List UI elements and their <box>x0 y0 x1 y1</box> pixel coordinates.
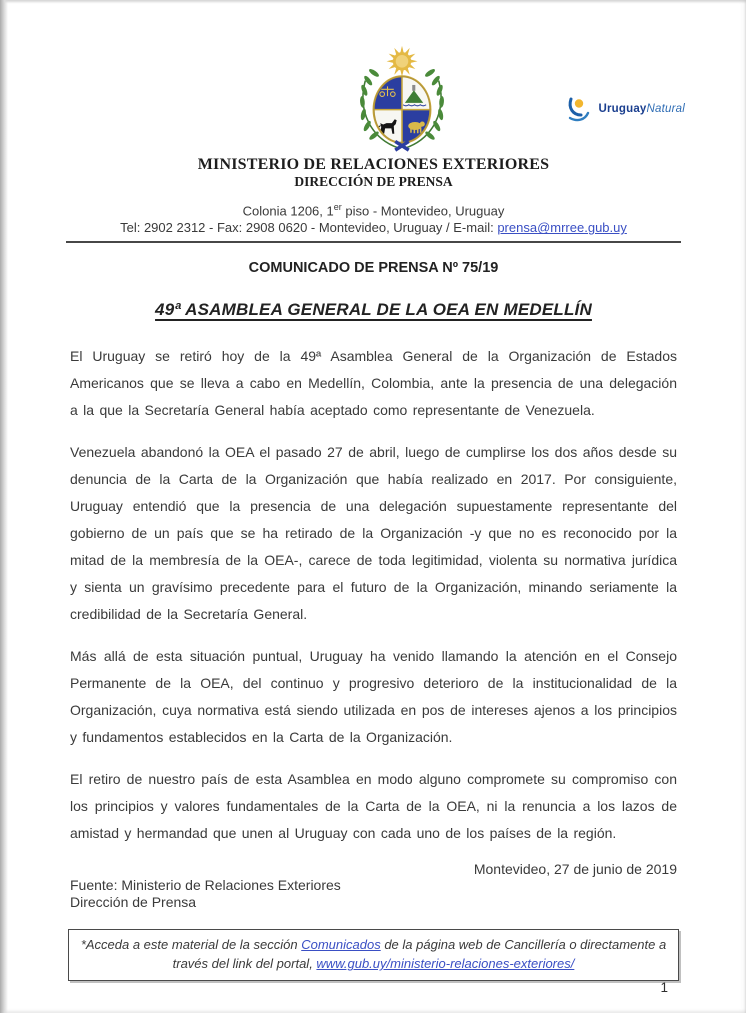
paragraph-4: El retiro de nuestro país de esta Asamblea en modo alguno compromete su compromiso con los principios y valores fundamentales de la Carta de la OEA, ni la renuncia a los lazos de amistad y hermandad que unen al Uruguay con cada uno de los países de la región. <box>70 771 677 842</box>
portal-link[interactable]: www.gub.uy/ministerio-relaciones-exteriores/ <box>316 956 575 972</box>
address-line: Colonia 1206, 1er piso - Montevideo, Uruguay <box>242 202 505 219</box>
contact-line: Tel: 2902 2312 - Fax: 2908 0620 - Montevideo, Uruguay / E-mail: prensa@mrree.gub.uy <box>120 220 627 236</box>
headline: 49ª ASAMBLEA GENERAL DE LA OEA EN MEDELLÍN <box>155 300 592 320</box>
uruguay-coat-of-arms-icon <box>343 42 461 154</box>
header-logo-row <box>70 42 685 154</box>
uruguay-natural-wordmark <box>598 103 685 115</box>
brand-word-italic: Natural <box>646 103 685 115</box>
uruguay-natural-sun-waves-icon <box>564 94 594 124</box>
press-release-number: COMUNICADO DE PRENSA Nº 75/19 <box>248 260 499 277</box>
source-line-2: Dirección de Prensa <box>70 894 197 911</box>
ministry-name: MINISTERIO DE RELACIONES EXTERIORES <box>197 156 550 173</box>
access-note-box: *Acceda a este material de la sección Comunicados de la página web de Cancillería o directamente a través del link del portal, www.gub.uy/ministerio-relaciones-exteriores/ <box>68 929 679 981</box>
paragraph-2: Venezuela abandonó la OEA el pasado 27 de abril, luego de cumplirse los dos años desde su denuncia de la Carta de la Organización que había realizado en 2017. Por consiguiente, Uruguay entendió que la presencia de una delegación supuestamente representante del gobierno de un país que se ha retirado de la Organización -y que no es reconocido por la mitad de la membresía de la OEA-, carece de toda legitimidad, violenta su normativa jurídica y sienta un gravísimo precedente para el futuro de la Organización, minando seriamente la credibilidad de la Secretaría General. <box>70 444 677 623</box>
dateline: Montevideo, 27 de junio de 2019 <box>473 861 677 878</box>
paragraph-1: El Uruguay se retiró hoy de la 49ª Asamblea General de la Organización de Estados Americanos que se lleva a cabo en Medellín, Colombia, ante la presencia de una delegación a la que la Secretaría General había aceptado como representante de Venezuela. <box>70 348 677 419</box>
letterhead <box>70 156 677 190</box>
comunicados-link[interactable]: Comunicados <box>301 937 381 953</box>
body-text <box>70 343 677 847</box>
press-office-name: DIRECCIÓN DE PRENSA <box>294 174 453 189</box>
header-divider <box>66 241 681 243</box>
paragraph-3: Más allá de esta situación puntual, Uruguay ha venido llamando la atención en el Consejo Permanente de la OEA, del continuo y progresivo deterioro de la institucionalidad de la Organización, cuya normativa está siendo utilizada en pos de intereses ajenos a los principios y fundamentos establecidos en la Carta de la Organización. <box>70 648 677 746</box>
source-line-1: Fuente: Ministerio de Relaciones Exteriores <box>70 877 341 894</box>
address-block <box>70 199 677 236</box>
page-number: 1 <box>660 980 668 995</box>
email-link[interactable]: prensa@mrree.gub.uy <box>497 220 627 236</box>
brand-word-bold: Uruguay <box>598 103 647 115</box>
uruguay-natural-logo <box>564 94 685 124</box>
